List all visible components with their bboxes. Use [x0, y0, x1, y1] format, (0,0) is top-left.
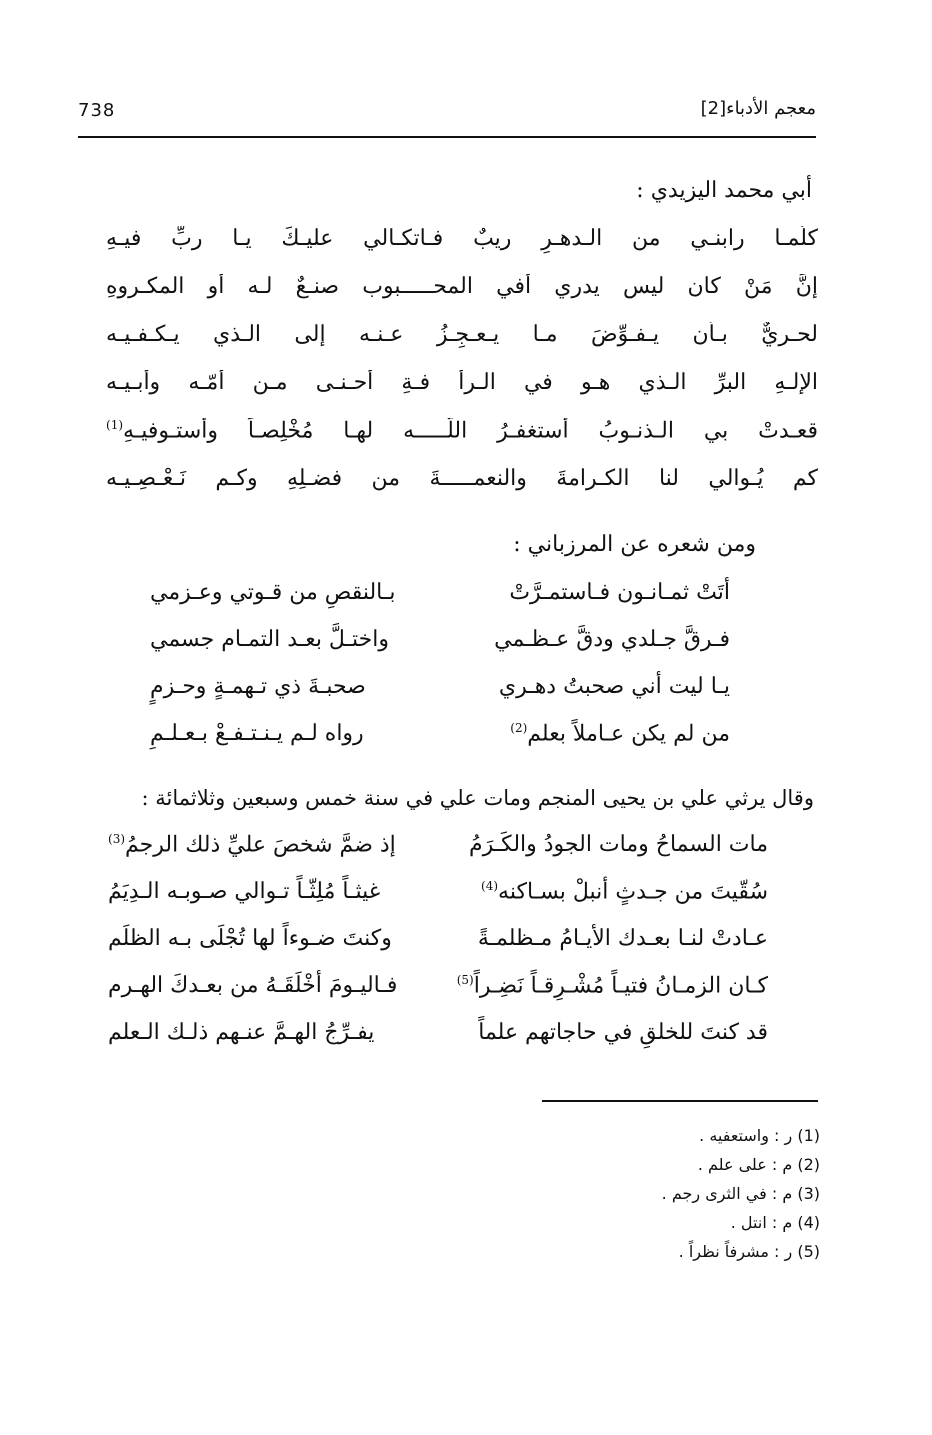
first-hemistich: أتَتْ ثمـانـون فـاستمـرَّتْ: [509, 580, 730, 605]
second-hemistich: فـاليـومَ أخْلَقَـهُ من بعـدكَ الهـرم: [108, 973, 398, 998]
page-header: [78, 96, 816, 138]
verse-line: كلّمـا رابنـي من الـدهـرِ ريبٌ فـاتكـالي عليـكَ يـا ربِّ فيـهِ: [106, 226, 818, 251]
verse-text: قعـدتْ بي الـذنـوبُ أستغفـرُ اللّـــــه لهـا مُخْلِصـاً وأستـوفيـهِ: [123, 418, 818, 444]
second-hemistich: رواه لـم يـنـتـفـعْ بـعـلـمِ: [150, 721, 364, 746]
verse-line: الإلـهِ البرِّ الـذي هـو في الـرأ فـةِ أحـنـى مـن أمّـه وأبـيـه: [106, 370, 818, 395]
footnote: (4) م : انتل .: [730, 1213, 820, 1232]
verse-row: [108, 926, 768, 973]
first-hemistich: يـا ليت أني صحبتُ دهـري: [498, 674, 730, 699]
poem-marzubani: [150, 580, 730, 768]
second-hemistich: وكنتَ ضـوءاً لها تُجْلَى بـه الظلَم: [108, 926, 392, 951]
verse-row: [150, 674, 730, 721]
footnote-marker: (3): [108, 832, 126, 846]
footnote-marker: (5): [456, 973, 474, 987]
second-hemistich: صحبـةَ ذي تـهمـةٍ وحـزمٍ: [150, 674, 366, 699]
second-hemistich: واختـلَّ بعـد التمـام جسمي: [150, 627, 390, 652]
verse-row: [108, 879, 768, 926]
verse-row: [150, 721, 730, 768]
verse-line: إنَّ مَنْ كان ليس يدري أفي المحـــــبوب صنـعٌ لـه أو المكـروهِ: [106, 274, 818, 299]
verse-row: [108, 832, 768, 879]
second-hemistich: يفـرِّجُ الهـمَّ عنـهم ذلـك الـعلم: [108, 1020, 375, 1045]
footnote: (5) ر : مشرفاً نظراً .: [678, 1242, 820, 1261]
footnote-marker: (1): [106, 418, 124, 432]
poem-elegy: [108, 832, 768, 1067]
verse-row: [108, 1020, 768, 1067]
second-hemistich: [108, 832, 396, 857]
first-hemistich: مات السماحُ ومات الجودُ والكَـرَمُ: [468, 832, 768, 857]
verse-line: كم يُـوالي لنا الكـرامةَ والنعمـــــةَ من فضـلِهِ وكـم نَـعْـصِـيـه: [106, 466, 818, 491]
second-hemistich: غيثـاً مُلِثّـاً تـوالي صـوبـه الـدِيَمُ: [108, 879, 381, 904]
page-number: 738: [78, 100, 116, 121]
verse-row: [108, 973, 768, 1020]
verse-row: [150, 627, 730, 674]
first-hemistich: قد كنتَ للخلقِ في حاجاتهم علماً: [478, 1020, 768, 1045]
intro-text: وقال يرثي علي بن يحيى المنجم ومات علي في سنة خمس وسبعين وثلاثمائة :: [141, 786, 814, 810]
second-hemistich: بـالنقصِ من قـوتي وعـزمي: [150, 580, 396, 605]
footnote-marker: (4): [481, 879, 499, 893]
hemistich-text: سُقّيتَ من جـدثٍ أنبلْ بسـاكنه: [498, 879, 768, 905]
footnote: (2) م : على علم .: [697, 1155, 820, 1174]
footnote: (1) ر : واستعفيه .: [699, 1126, 820, 1145]
hemistich-text: من لم يكن عـاملاً بعلم: [527, 721, 730, 747]
poem-yazidi: [106, 226, 818, 514]
hemistich-text: كـان الزمـانُ فتيـاً مُشْـرِقـاً نَضِـراً: [473, 973, 768, 999]
verse-line: لحـريٌّ بـأن يـفـوِّضَ مـا يـعـجِـزُ عـنـه إلى الـذي يـكـفـيـه: [106, 322, 818, 347]
footnote-divider: [542, 1100, 818, 1102]
intro-text: أبي محمد اليزيدي :: [636, 178, 812, 203]
first-hemistich: [481, 879, 768, 904]
verse-row: [150, 580, 730, 627]
footnote: (3) م : في الثرى رجم .: [661, 1184, 820, 1203]
first-hemistich: [457, 973, 768, 998]
first-hemistich: عـادتْ لنـا بعـدك الأيـامُ مـظلمـةً: [477, 926, 768, 951]
footnotes: [662, 1126, 820, 1271]
first-hemistich: فـرقَّ جـلدي ودقَّ عـظـمي: [494, 627, 730, 652]
verse-line: [106, 418, 818, 466]
footnote-marker: (2): [510, 721, 528, 735]
intro-text: ومن شعره عن المرزباني :: [513, 532, 756, 557]
running-title: معجم الأدباء[2]: [700, 98, 816, 119]
hemistich-text: إذ ضمَّ شخصَ عليِّ ذلك الرجمُ: [125, 832, 396, 858]
first-hemistich: [510, 721, 730, 746]
